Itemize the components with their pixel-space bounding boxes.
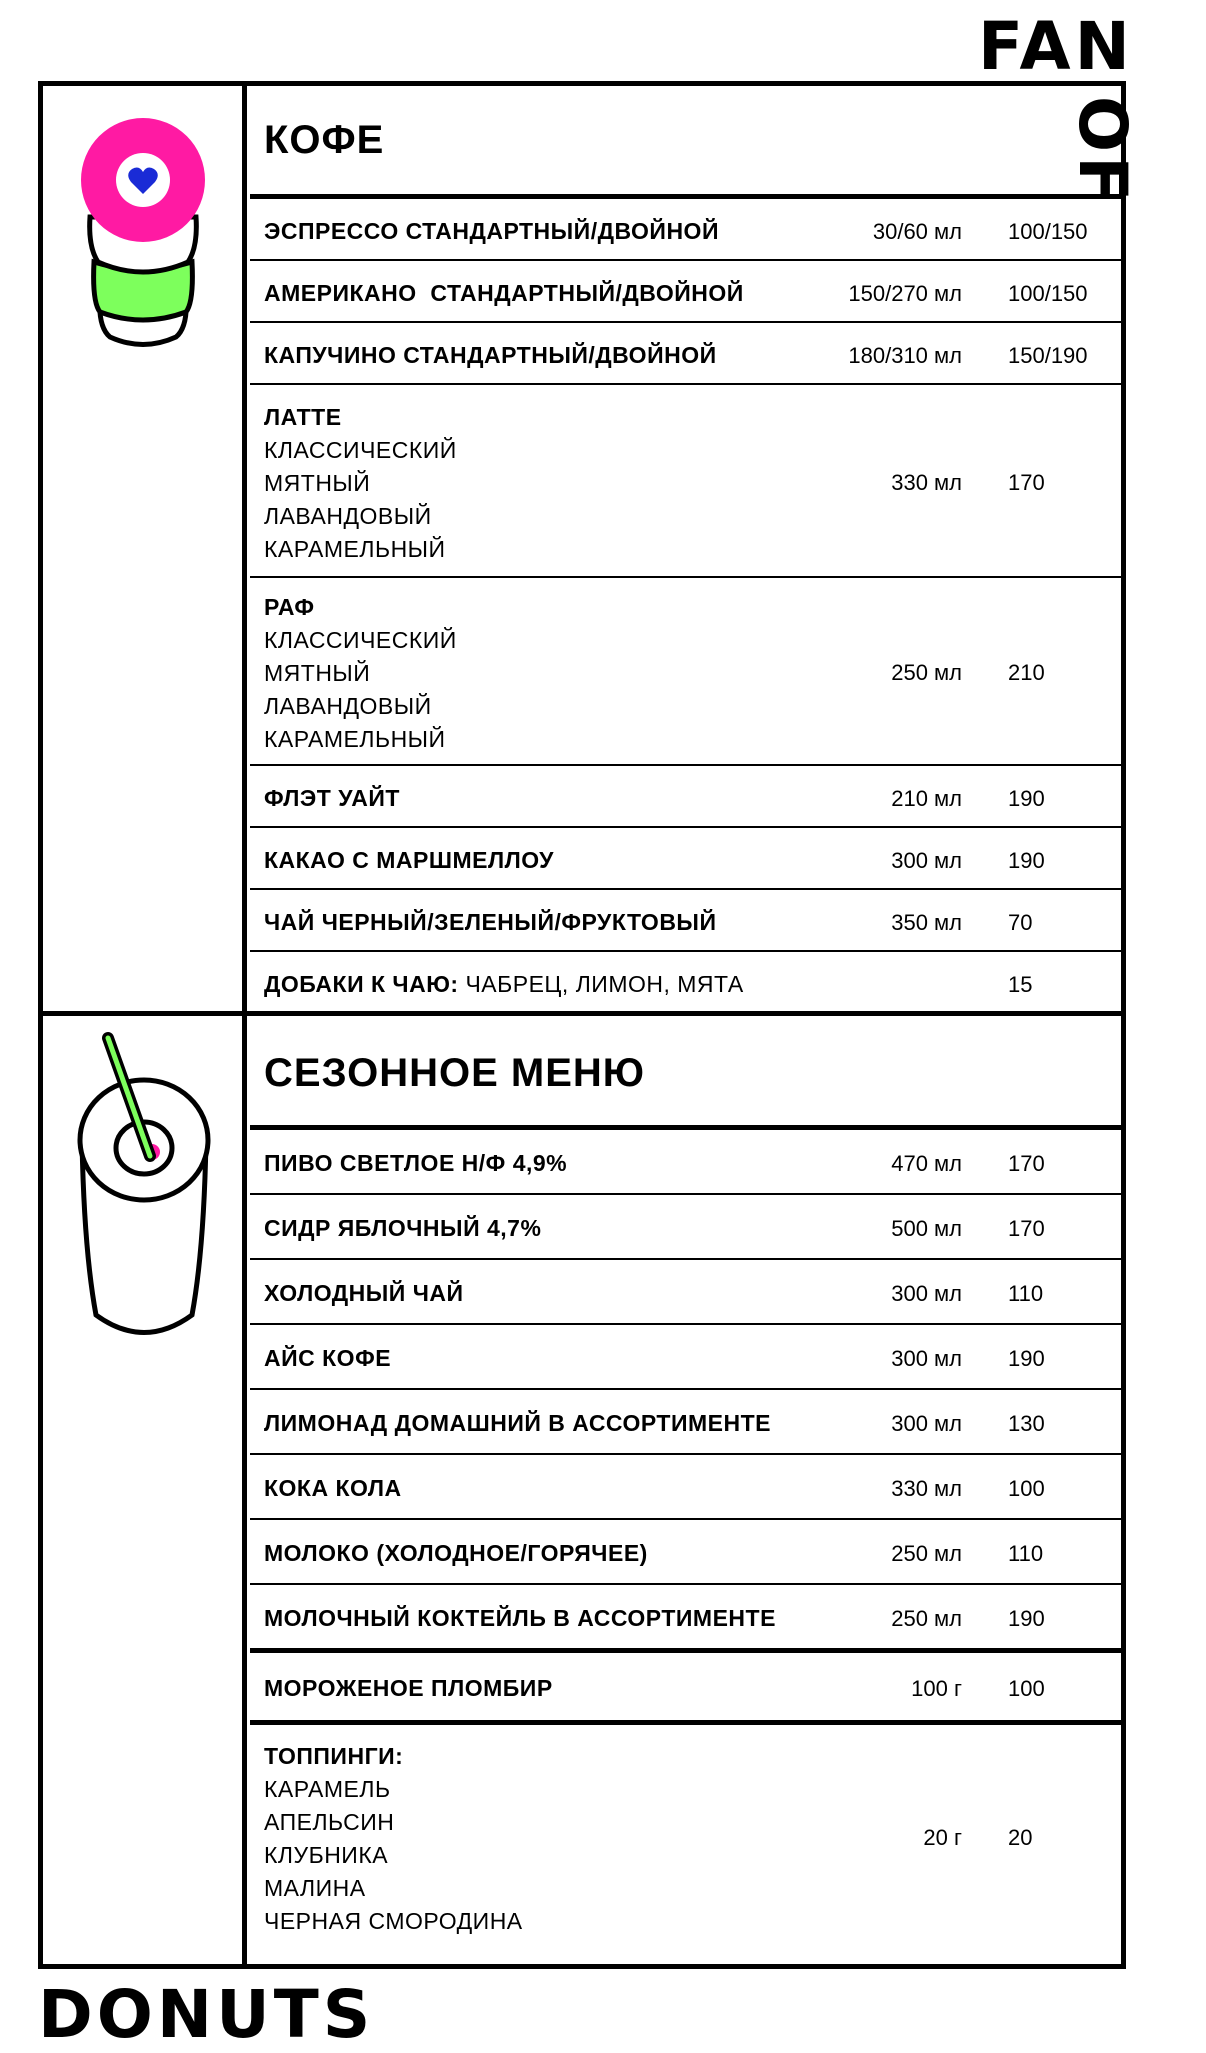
iced-drink-icon	[74, 1030, 212, 1348]
item-price: 70	[1008, 910, 1033, 935]
menu-item	[250, 1455, 1122, 1520]
item-volume: 500 мл	[891, 1216, 962, 1241]
item-variant: МЯТНЫЙ	[264, 470, 371, 496]
menu-item	[250, 323, 1122, 385]
item-name: КАПУЧИНО СТАНДАРТНЫЙ/ДВОЙНОЙ	[264, 342, 717, 368]
item-volume: 250 мл	[891, 660, 962, 685]
item-volume: 180/310 мл	[848, 343, 962, 368]
menu-item	[250, 1390, 1122, 1455]
item-price: 190	[1008, 848, 1045, 873]
item-price: 100/150	[1008, 219, 1088, 244]
item-variant: ЧЕРНАЯ СМОРОДИНА	[264, 1908, 523, 1934]
item-name: ХОЛОДНЫЙ ЧАЙ	[264, 1280, 464, 1306]
item-variant: КЛАССИЧЕСКИЙ	[264, 437, 457, 463]
menu-item	[250, 1260, 1122, 1325]
item-variant: МАЛИНА	[264, 1875, 366, 1901]
item-name: ТОППИНГИ:	[264, 1743, 404, 1769]
item-name: КОКА КОЛА	[264, 1475, 402, 1501]
item-name: ПИВО СВЕТЛОЕ Н/Ф 4,9%	[264, 1150, 568, 1176]
menu-item	[250, 199, 1122, 261]
item-name: МОРОЖЕНОЕ ПЛОМБИР	[264, 1675, 553, 1701]
item-variant: АПЕЛЬСИН	[264, 1809, 395, 1835]
item-name: МОЛОЧНЫЙ КОКТЕЙЛЬ В АССОРТИМЕНТЕ	[264, 1605, 776, 1631]
item-volume: 150/270 мл	[848, 281, 962, 306]
item-price: 100/150	[1008, 281, 1088, 306]
item-price: 100	[1008, 1676, 1045, 1701]
item-variant: КЛАССИЧЕСКИЙ	[264, 627, 457, 653]
sidebar-divider	[38, 1011, 250, 1016]
item-variant: КАРАМЕЛЬ	[264, 1776, 391, 1802]
item-volume: 100 г	[911, 1676, 962, 1701]
menu-item	[250, 1195, 1122, 1260]
item-volume: 470 мл	[891, 1151, 962, 1176]
brand-word-donuts: DONUTS	[38, 1976, 375, 2053]
item-name-bold: ДОБАКИ К ЧАЮ:	[264, 971, 459, 997]
menu-item	[250, 1520, 1122, 1585]
item-price: 190	[1008, 1346, 1045, 1371]
section-header-coffee	[250, 81, 1122, 199]
item-variant: МЯТНЫЙ	[264, 660, 371, 686]
item-volume: 300 мл	[891, 1281, 962, 1306]
item-volume: 20 г	[923, 1825, 962, 1850]
item-name: РАФ	[264, 594, 315, 620]
menu-item	[250, 1130, 1122, 1195]
item-variant: ЛАВАНДОВЫЙ	[264, 693, 432, 719]
menu-item	[250, 1325, 1122, 1390]
section-title-seasonal: СЕЗОННОЕ МЕНЮ	[264, 1051, 646, 1095]
item-name: ФЛЭТ УАЙТ	[264, 785, 400, 811]
menu-item	[250, 766, 1122, 828]
item-name: СИДР ЯБЛОЧНЫЙ 4,7%	[264, 1215, 542, 1241]
item-price: 110	[1008, 1541, 1044, 1566]
item-volume: 330 мл	[891, 1476, 962, 1501]
item-volume: 300 мл	[891, 1346, 962, 1371]
item-variant: КЛУБНИКА	[264, 1842, 389, 1868]
menu-item	[250, 261, 1122, 323]
menu-item-latte	[250, 385, 1122, 578]
item-price: 20	[1008, 1825, 1033, 1850]
item-name: ЧАЙ ЧЕРНЫЙ/ЗЕЛЕНЫЙ/ФРУКТОВЫЙ	[264, 909, 717, 935]
menu-item-tea-addons	[250, 952, 1122, 1016]
item-volume: 330 мл	[891, 470, 962, 495]
item-variant: ЛАВАНДОВЫЙ	[264, 503, 432, 529]
item-volume: 300 мл	[891, 848, 962, 873]
item-volume: 300 мл	[891, 1411, 962, 1436]
item-price: 210	[1008, 660, 1045, 685]
item-name: АЙС КОФЕ	[264, 1345, 392, 1371]
item-price: 130	[1008, 1411, 1045, 1436]
item-variant: КАРАМЕЛЬНЫЙ	[264, 726, 446, 752]
menu-item	[250, 828, 1122, 890]
item-name: ЛИМОНАД ДОМАШНИЙ В АССОРТИМЕНТЕ	[264, 1410, 771, 1436]
item-volume: 250 мл	[891, 1541, 962, 1566]
item-price: 100	[1008, 1476, 1045, 1501]
brand-word-fan: FAN	[978, 8, 1134, 85]
item-name: ЛАТТЕ	[264, 404, 342, 430]
item-price: 110	[1008, 1281, 1044, 1306]
item-name: КАКАО С МАРШМЕЛЛОУ	[264, 847, 554, 873]
item-volume: 350 мл	[891, 910, 962, 935]
menu-item-raf	[250, 578, 1122, 766]
item-name	[264, 971, 744, 998]
menu-item-ice-cream	[250, 1653, 1122, 1725]
item-price: 15	[1008, 972, 1033, 997]
menu-item	[250, 890, 1122, 952]
item-price: 150/190	[1008, 343, 1088, 368]
brand-word-of: OF	[1064, 96, 1141, 206]
menu-item-toppings	[250, 1725, 1122, 1965]
column-divider	[242, 81, 247, 1969]
item-variant: КАРАМЕЛЬНЫЙ	[264, 536, 446, 562]
item-price: 190	[1008, 786, 1045, 811]
item-volume: 250 мл	[891, 1606, 962, 1631]
item-price: 170	[1008, 1216, 1045, 1241]
menu-item	[250, 1585, 1122, 1653]
item-name: АМЕРИКАНО СТАНДАРТНЫЙ/ДВОЙНОЙ	[264, 280, 744, 306]
item-price: 190	[1008, 1606, 1045, 1631]
item-name-rest: ЧАБРЕЦ, ЛИМОН, МЯТА	[458, 971, 744, 997]
section-title-coffee: КОФЕ	[264, 118, 385, 162]
coffee-cup-icon	[78, 112, 208, 352]
item-name: МОЛОКО (ХОЛОДНОЕ/ГОРЯЧЕЕ)	[264, 1540, 648, 1566]
item-volume: 30/60 мл	[872, 219, 962, 244]
item-price: 170	[1008, 1151, 1045, 1176]
item-price: 170	[1008, 470, 1045, 495]
item-name: ЭСПРЕССО СТАНДАРТНЫЙ/ДВОЙНОЙ	[264, 218, 719, 244]
item-volume: 210 мл	[891, 786, 962, 811]
